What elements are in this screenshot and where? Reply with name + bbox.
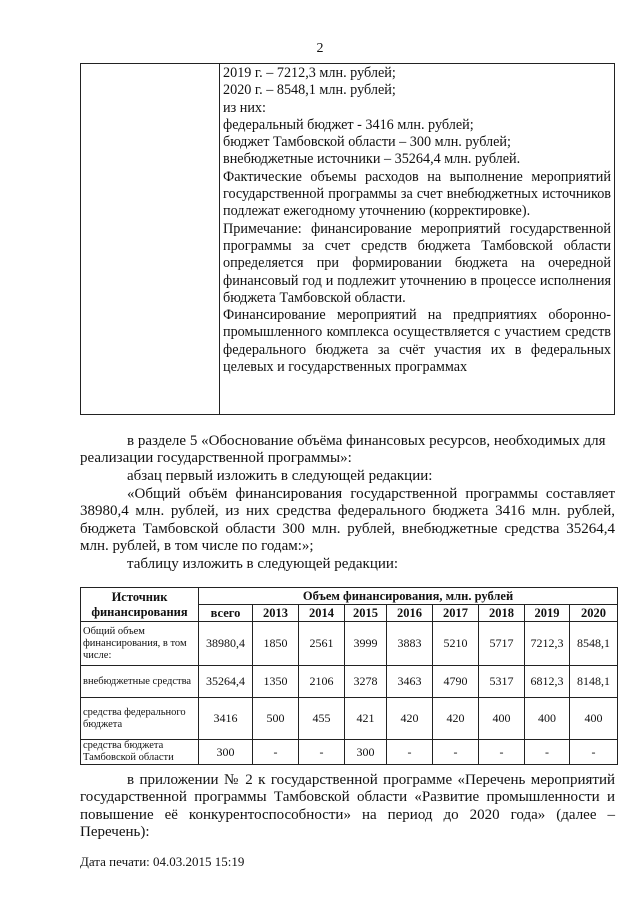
value-cell: 7212,3 bbox=[525, 622, 570, 666]
value-cell: 5210 bbox=[433, 622, 479, 666]
appendix2-paragraph: в приложении № 2 к государственной программе «Перечень мероприятий государственной программы Тамбовской области «Развитие промышленности и повышение её конкурентоспособности» на период до 2020 года» (далее – Перечень): bbox=[80, 772, 615, 841]
header-year: 2013 bbox=[253, 605, 299, 622]
value-cell: 1350 bbox=[253, 666, 299, 698]
year-2020-line: 2020 г. – 8548,1 млн. рублей; bbox=[223, 82, 396, 99]
value-cell: - bbox=[299, 740, 345, 765]
value-cell: - bbox=[570, 740, 618, 765]
passport-label-cell bbox=[81, 64, 220, 415]
header-year: всего bbox=[199, 605, 253, 622]
defense-industry-paragraph: Финансирование мероприятий на предприятиях оборонно-промышленного комплекса осуществляется с участием средств федерального бюджета за счёт участия их в федеральных целевых и государственных программах bbox=[223, 307, 611, 376]
financing-table bbox=[80, 587, 618, 765]
table-row bbox=[81, 622, 618, 666]
program-passport-table bbox=[80, 63, 615, 415]
first-paragraph-instruction: абзац первый изложить в следующей редакции: bbox=[127, 468, 433, 484]
value-cell: 421 bbox=[345, 698, 387, 740]
header-year: 2015 bbox=[345, 605, 387, 622]
table-row bbox=[81, 698, 618, 740]
value-cell: - bbox=[387, 740, 433, 765]
value-cell: 8148,1 bbox=[570, 666, 618, 698]
extrabudgetary-line: внебюджетные источники – 35264,4 млн. рублей. bbox=[223, 151, 521, 168]
value-cell: 2561 bbox=[299, 622, 345, 666]
table-instruction: таблицу изложить в следующей редакции: bbox=[127, 556, 399, 572]
value-cell: 500 bbox=[253, 698, 299, 740]
value-cell: 300 bbox=[199, 740, 253, 765]
year-2019-line: 2019 г. – 7212,3 млн. рублей; bbox=[223, 65, 396, 81]
header-year: 2018 bbox=[479, 605, 525, 622]
source-cell: средства бюджета Тамбовской области bbox=[81, 740, 199, 765]
header-volume: Объем финансирования, млн. рублей bbox=[199, 588, 618, 605]
table-row bbox=[81, 666, 618, 698]
value-cell: - bbox=[479, 740, 525, 765]
passport-value-cell bbox=[220, 64, 615, 415]
section5-paragraph: в разделе 5 «Обоснование объёма финансовых ресурсов, необходимых для реализации государственной программы»: bbox=[80, 433, 606, 467]
value-cell: 3883 bbox=[387, 622, 433, 666]
value-cell: 400 bbox=[479, 698, 525, 740]
value-cell: 400 bbox=[570, 698, 618, 740]
value-cell: 3463 bbox=[387, 666, 433, 698]
value-cell: 6812,3 bbox=[525, 666, 570, 698]
source-cell: Общий объем финансирования, в том числе: bbox=[81, 622, 199, 666]
value-cell: 4790 bbox=[433, 666, 479, 698]
source-cell: внебюджетные средства bbox=[81, 666, 199, 698]
print-date: Дата печати: 04.03.2015 15:19 bbox=[80, 854, 245, 869]
value-cell: 300 bbox=[345, 740, 387, 765]
federal-budget-line: федеральный бюджет - 3416 млн. рублей; bbox=[223, 116, 474, 133]
value-cell: 3416 bbox=[199, 698, 253, 740]
note-paragraph: Примечание: финансирование мероприятий государственной программы за счет средств бюджета Тамбовской области определяется при формировании бюджета на очередной финансовый год и подлежит уточнению в процессе исполнения бюджета Тамбовской области. bbox=[223, 220, 611, 306]
value-cell: 5317 bbox=[479, 666, 525, 698]
table-row bbox=[81, 740, 618, 765]
actual-expenses-paragraph: Фактические объемы расходов на выполнение мероприятий государственной программы за счет внебюджетных источников подлежат ежегодному уточнению (корректировке). bbox=[223, 168, 611, 220]
value-cell: - bbox=[525, 740, 570, 765]
source-cell: средства федерального бюджета bbox=[81, 698, 199, 740]
header-year: 2017 bbox=[433, 605, 479, 622]
value-cell: 2106 bbox=[299, 666, 345, 698]
header-year: 2020 bbox=[570, 605, 618, 622]
total-financing-quote: «Общий объём финансирования государственной программы составляет 38980,4 млн. рублей, из них средства федерального бюджета 3416 млн. рублей, бюджета Тамбовской области 300 млн. рублей, внебюджетные средства 35264,4 млн. рублей, в том числе по годам:»; bbox=[80, 486, 615, 555]
value-cell: 1850 bbox=[253, 622, 299, 666]
header-year: 2016 bbox=[387, 605, 433, 622]
value-cell: 35264,4 bbox=[199, 666, 253, 698]
value-cell: 3278 bbox=[345, 666, 387, 698]
value-cell: - bbox=[433, 740, 479, 765]
value-cell: 400 bbox=[525, 698, 570, 740]
page-number: 2 bbox=[316, 41, 324, 56]
header-year: 2019 bbox=[525, 605, 570, 622]
value-cell: 38980,4 bbox=[199, 622, 253, 666]
value-cell: 5717 bbox=[479, 622, 525, 666]
value-cell: 455 bbox=[299, 698, 345, 740]
value-cell: 8548,1 bbox=[570, 622, 618, 666]
value-cell: 420 bbox=[433, 698, 479, 740]
value-cell: 420 bbox=[387, 698, 433, 740]
regional-budget-line: бюджет Тамбовской области – 300 млн. рублей; bbox=[223, 134, 511, 151]
of-them-line: из них: bbox=[223, 99, 266, 116]
value-cell: 3999 bbox=[345, 622, 387, 666]
header-year: 2014 bbox=[299, 605, 345, 622]
value-cell: - bbox=[253, 740, 299, 765]
header-source: Источник финансирования bbox=[81, 588, 199, 622]
